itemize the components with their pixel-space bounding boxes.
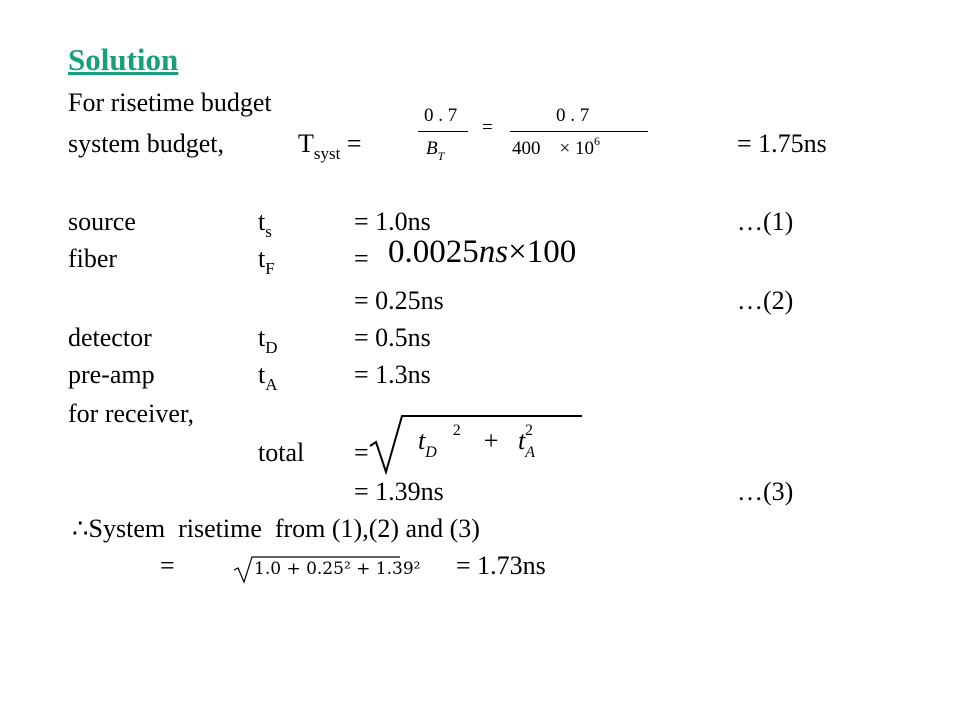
fraction-2-denominator: 400 × $10^6$ [512,134,600,159]
receiver-label: for receiver, [68,399,194,428]
source-symbol: $t_s$ [258,207,272,241]
fraction-1-numerator: 0 . 7 [424,105,458,126]
detector-value: = 0.5ns [354,323,431,352]
system-risetime-formula: 1.0 + 0.25² + 1.39² [254,559,421,579]
system-budget-label: system budget, [68,129,224,158]
fiber-symbol: $t_F$ [258,244,275,278]
total-eq: = [354,438,369,467]
fiber-value: = 0.25ns [354,286,444,315]
tsyst-symbol: $T_{syst}$ = [298,129,362,163]
total-label: total [258,438,305,467]
receiver-ref: …(3) [737,477,794,506]
preamp-value: = 1.3ns [354,360,431,389]
system-risetime-text: ∴System risetime from (1),(2) and (3) [72,514,480,543]
source-ref: …(1) [737,207,794,236]
fraction-2-numerator: 0 . 7 [556,105,590,126]
preamp-symbol: $t_A$ [258,360,278,394]
preamp-label: pre-amp [68,360,155,389]
fraction-2-bar [510,131,648,132]
system-risetime-eq: = [160,551,175,580]
fiber-eq: = [354,244,369,273]
fiber-ref: …(2) [737,286,794,315]
receiver-formula: $t_D^2$ + $t_A^2$ [418,422,535,461]
fiber-label: fiber [68,244,118,273]
receiver-value: = 1.39ns [354,477,444,506]
fraction-equals: = [482,117,493,138]
fraction-1-denominator: $B_T$ [426,138,445,163]
detector-symbol: $t_D$ [258,323,278,357]
fraction-1-bar [418,131,468,132]
fiber-formula: 0.0025ns×100 [388,234,577,270]
source-label: source [68,207,136,236]
solution-title: Solution [68,42,179,77]
detector-label: detector [68,323,152,352]
intro-text: For risetime budget [68,88,272,117]
system-budget-result: = 1.75ns [737,129,827,158]
system-risetime-result: = 1.73ns [456,551,546,580]
source-value: = 1.0ns [354,207,431,236]
